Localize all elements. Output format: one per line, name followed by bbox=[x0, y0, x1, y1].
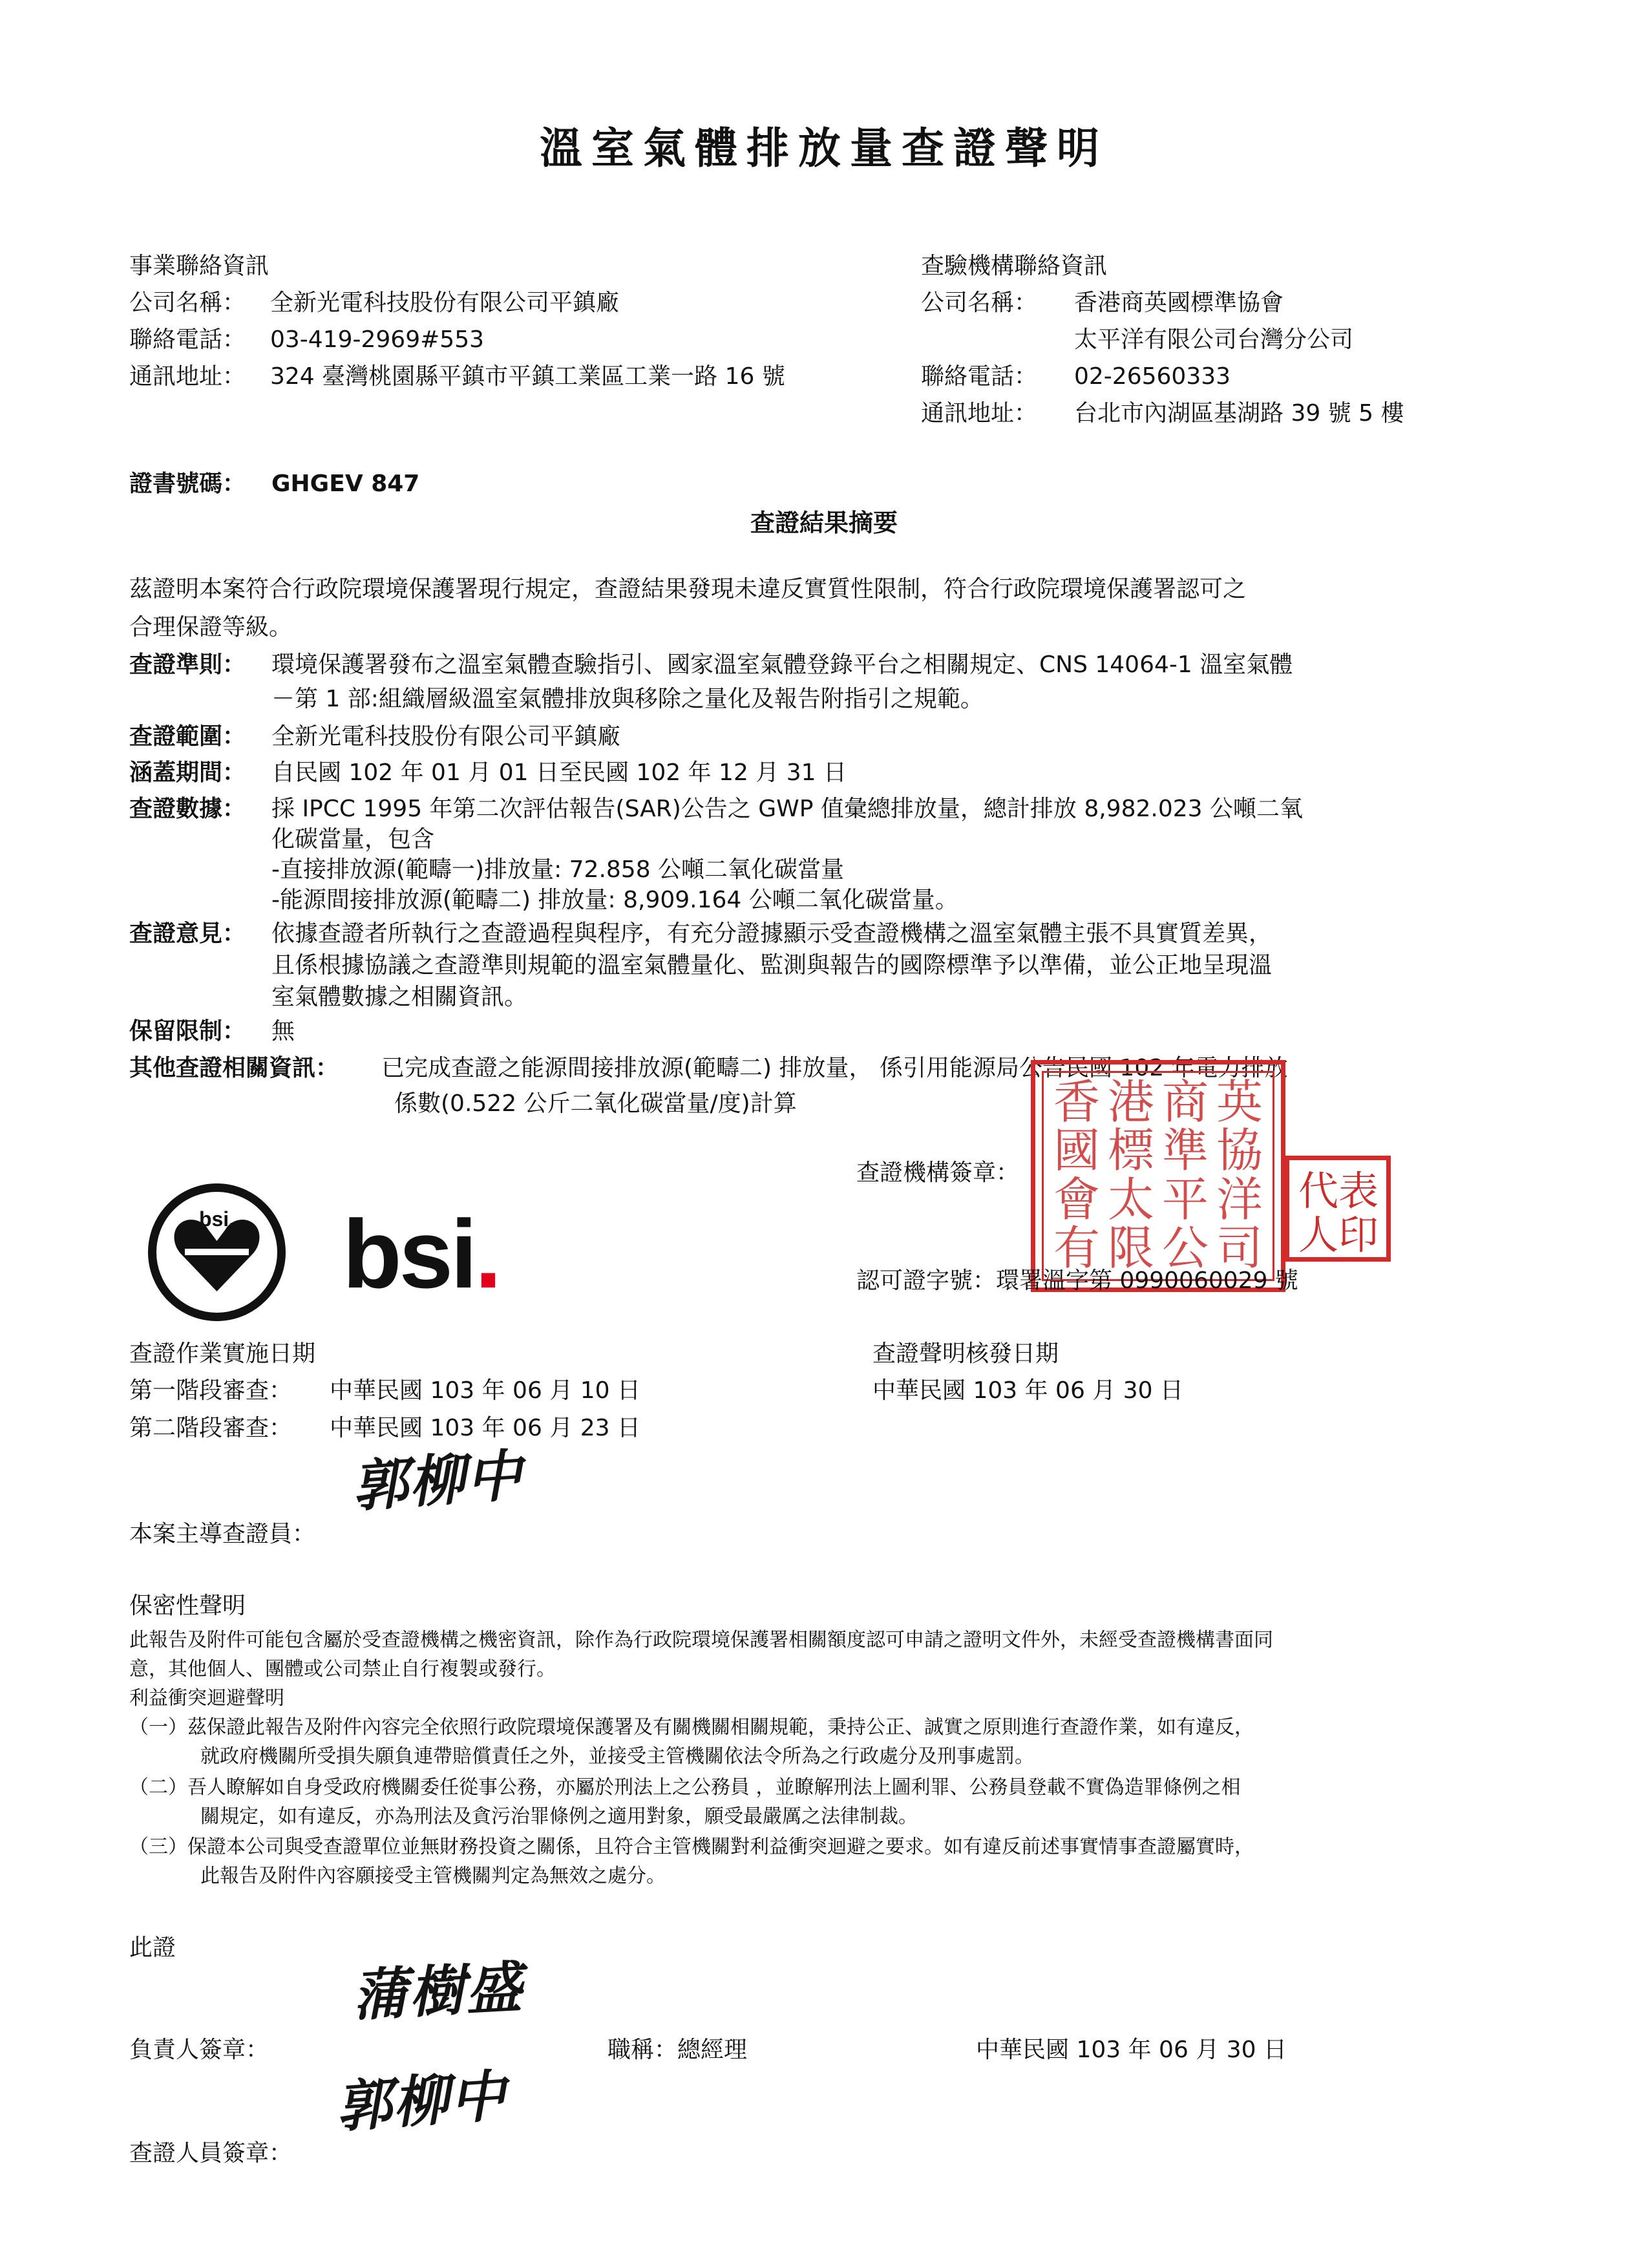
opinion-line1: 依據查證者所執行之查證過程與程序，有充分證據顯示受查證機構之溫室氣體主張不具實質差異， bbox=[271, 920, 1273, 947]
bsi-badge-logo bbox=[147, 1183, 286, 1322]
other-info-line1: 已完成查證之能源間接排放源(範疇二) 排放量， 係引用能源局公告民國 102 年電力排放 bbox=[381, 1055, 1288, 1081]
seal-glyph: 協 bbox=[1216, 1123, 1263, 1178]
confidentiality-line1: 此報告及附件可能包含屬於受查證機構之機密資訊，除作為行政院環境保護署相關額度認可申請之證明文件外，未經受查證機構書面同 bbox=[129, 1629, 1273, 1651]
verifier-address: 台北市內湖區基湖路 39 號 5 樓 bbox=[1074, 400, 1404, 427]
seal-glyph: 國 bbox=[1053, 1123, 1100, 1178]
conflict-heading: 利益衝突迴避聲明 bbox=[129, 1687, 284, 1710]
conflict-item2-line2: 關規定，如有違反，亦為刑法及貪污治罪條例之適用對象，願受最嚴厲之法律制裁。 bbox=[200, 1805, 918, 1828]
conflict-item1-line1: （一）茲保證此報告及附件內容完全依照行政院環境保護署及有關機關相關規範，秉持公正、誠實之原則進行查證作業，如有違反， bbox=[129, 1716, 1254, 1739]
business-address: 324 臺灣桃園縣平鎮市平鎮工業區工業一路 16 號 bbox=[270, 363, 785, 390]
business-company-label: 公司名稱： bbox=[129, 290, 246, 316]
verifier-phone: 02-26560333 bbox=[1074, 363, 1231, 390]
verifier-heading: 查驗機構聯絡資訊 bbox=[921, 253, 1108, 279]
seal-glyph: 英 bbox=[1216, 1075, 1263, 1129]
criteria-line1: 環境保護署發布之溫室氣體查驗指引、國家溫室氣體登錄平台之相關規定、CNS 14064-1 溫室氣體 bbox=[271, 652, 1293, 678]
seal-glyph: 人 bbox=[1298, 1211, 1339, 1259]
responsible-signature: 蒲樹盛 bbox=[350, 1955, 525, 2029]
seal-glyph: 會 bbox=[1053, 1172, 1100, 1227]
period-label: 涵蓋期間： bbox=[129, 759, 246, 786]
seal-glyph: 限 bbox=[1107, 1220, 1154, 1275]
accreditation-number: 認可證字號：環署溫字第 0990060029 號 bbox=[856, 1267, 1298, 1294]
data-line4: -能源間接排放源(範疇二) 排放量: 8,909.164 公噸二氧化碳當量。 bbox=[271, 887, 958, 913]
attest-text: 此證 bbox=[129, 1934, 176, 1961]
summary-intro-line2: 合理保證等級。 bbox=[129, 614, 293, 641]
scope: 全新光電科技股份有限公司平鎮廠 bbox=[271, 723, 621, 750]
conflict-item3-line2: 此報告及附件內容願接受主管機關判定為無效之處分。 bbox=[200, 1865, 666, 1887]
stage2-date: 中華民國 103 年 06 月 23 日 bbox=[330, 1415, 640, 1441]
bsi-wordmark-text: bsi bbox=[343, 1200, 475, 1308]
business-address-label: 通訊地址： bbox=[129, 363, 246, 390]
work-dates-heading: 查證作業實施日期 bbox=[129, 1341, 316, 1367]
bsi-wordmark bbox=[343, 1196, 499, 1312]
opinion-line2: 且係根據協議之查證準則規範的溫室氣體量化、監測與報告的國際標準予以準備，並公正地呈現溫 bbox=[271, 952, 1273, 979]
conflict-item1-line2: 就政府機關所受損失願負連帶賠償責任之外，並接受主管機關依法令所為之行政處分及刑事處罰。 bbox=[200, 1745, 1034, 1768]
business-phone: 03-419-2969#553 bbox=[270, 326, 484, 353]
reservation-label: 保留限制： bbox=[129, 1018, 246, 1044]
reservation: 無 bbox=[271, 1018, 295, 1044]
period: 自民國 102 年 01 月 01 日至民國 102 年 12 月 31 日 bbox=[271, 759, 847, 786]
seal-label: 查證機構簽章： bbox=[856, 1160, 1020, 1186]
summary-heading: 查證結果摘要 bbox=[750, 509, 898, 537]
certificate-number: GHGEV 847 bbox=[271, 471, 420, 497]
data-line1: 採 IPCC 1995 年第二次評估報告(SAR)公告之 GWP 值彙總排放量，總計排放 8,982.023 公噸二氧 bbox=[271, 796, 1303, 822]
seal-glyph: 表 bbox=[1338, 1167, 1379, 1214]
opinion-line3: 室氣體數據之相關資訊。 bbox=[271, 984, 528, 1010]
verifier-company-seal bbox=[1031, 1060, 1285, 1292]
criteria-line2: －第 1 部:組織層級溫室氣體排放與移除之量化及報告附指引之規範。 bbox=[271, 686, 984, 712]
responsible-label: 負責人簽章： bbox=[129, 2037, 269, 2063]
seal-glyph: 太 bbox=[1107, 1172, 1154, 1227]
seal-glyph: 印 bbox=[1338, 1211, 1379, 1259]
seal-glyph: 代 bbox=[1298, 1167, 1339, 1214]
lead-verifier-label: 本案主導查證員： bbox=[129, 1521, 316, 1547]
summary-intro-line1: 茲證明本案符合行政院環境保護署現行規定，查證結果發現未違反實質性限制，符合行政院環境保護署認可之 bbox=[129, 576, 1247, 602]
seal-glyph: 洋 bbox=[1216, 1172, 1263, 1227]
document-title: 溫室氣體排放量查證聲明 bbox=[540, 123, 1108, 173]
conflict-item3-line1: （三）保證本公司與受查證單位並無財務投資之關係，且符合主管機關對利益衝突迴避之要求。如有違反前述事實情事查證屬實時， bbox=[129, 1836, 1254, 1858]
business-company: 全新光電科技股份有限公司平鎮廠 bbox=[270, 290, 620, 316]
verifier-signature: 郭柳中 bbox=[333, 2062, 509, 2141]
seal-glyph: 商 bbox=[1161, 1075, 1209, 1129]
bsi-wordmark-dot: . bbox=[474, 1200, 500, 1308]
data-line2: 化碳當量，包含 bbox=[271, 826, 435, 853]
seal-glyph: 有 bbox=[1053, 1220, 1100, 1275]
position-text: 職稱：總經理 bbox=[607, 2037, 748, 2063]
confidentiality-line2: 意，其他個人、團體或公司禁止自行複製或發行。 bbox=[129, 1658, 556, 1680]
closing-date: 中華民國 103 年 06 月 30 日 bbox=[976, 2037, 1287, 2063]
lead-verifier-signature: 郭柳中 bbox=[350, 1442, 525, 1520]
seal-glyph: 司 bbox=[1216, 1220, 1263, 1275]
seal-glyph: 準 bbox=[1161, 1123, 1209, 1178]
data-label: 查證數據： bbox=[129, 796, 246, 822]
stage1-date: 中華民國 103 年 06 月 10 日 bbox=[330, 1377, 640, 1404]
seal-glyph: 香 bbox=[1053, 1075, 1100, 1129]
criteria-label: 查證準則： bbox=[129, 652, 246, 678]
other-info-line2: 係數(0.522 公斤二氧化碳當量/度)計算 bbox=[394, 1090, 797, 1117]
confidentiality-heading: 保密性聲明 bbox=[129, 1593, 246, 1619]
verifier-sign-label: 查證人員簽章： bbox=[129, 2140, 293, 2167]
seal-glyph: 平 bbox=[1161, 1172, 1209, 1227]
verifier-address-label: 通訊地址： bbox=[921, 400, 1038, 427]
issue-date-heading: 查證聲明核發日期 bbox=[872, 1341, 1059, 1367]
verifier-company-line1: 香港商英國標準協會 bbox=[1074, 290, 1284, 316]
seal-glyph: 標 bbox=[1107, 1123, 1154, 1178]
verifier-company-label: 公司名稱： bbox=[921, 290, 1038, 316]
seal-glyph: 港 bbox=[1107, 1075, 1154, 1129]
representative-seal bbox=[1285, 1156, 1391, 1262]
issue-date: 中華民國 103 年 06 月 30 日 bbox=[872, 1377, 1183, 1404]
conflict-item2-line1: （二）吾人瞭解如自身受政府機關委任從事公務，亦屬於刑法上之公務員 ，並瞭解刑法上圖利罪、公務員登載不實偽造罪條例之相 bbox=[129, 1776, 1241, 1799]
business-heading: 事業聯絡資訊 bbox=[129, 253, 269, 279]
stage2-label: 第二階段審查： bbox=[129, 1415, 293, 1441]
other-info-label: 其他查證相關資訊： bbox=[129, 1055, 339, 1081]
seal-glyph: 公 bbox=[1161, 1220, 1209, 1275]
data-line3: -直接排放源(範疇一)排放量: 72.858 公噸二氧化碳當量 bbox=[271, 856, 845, 883]
stage1-label: 第一階段審查： bbox=[129, 1377, 293, 1404]
verifier-phone-label: 聯絡電話： bbox=[921, 363, 1038, 390]
business-phone-label: 聯絡電話： bbox=[129, 326, 246, 353]
certificate-label: 證書號碼： bbox=[129, 471, 246, 497]
scope-label: 查證範圍： bbox=[129, 723, 246, 750]
opinion-label: 查證意見： bbox=[129, 920, 246, 947]
verifier-company-line2: 太平洋有限公司台灣分公司 bbox=[1074, 326, 1354, 353]
bsi-badge-text: bsi. bbox=[198, 1207, 235, 1231]
